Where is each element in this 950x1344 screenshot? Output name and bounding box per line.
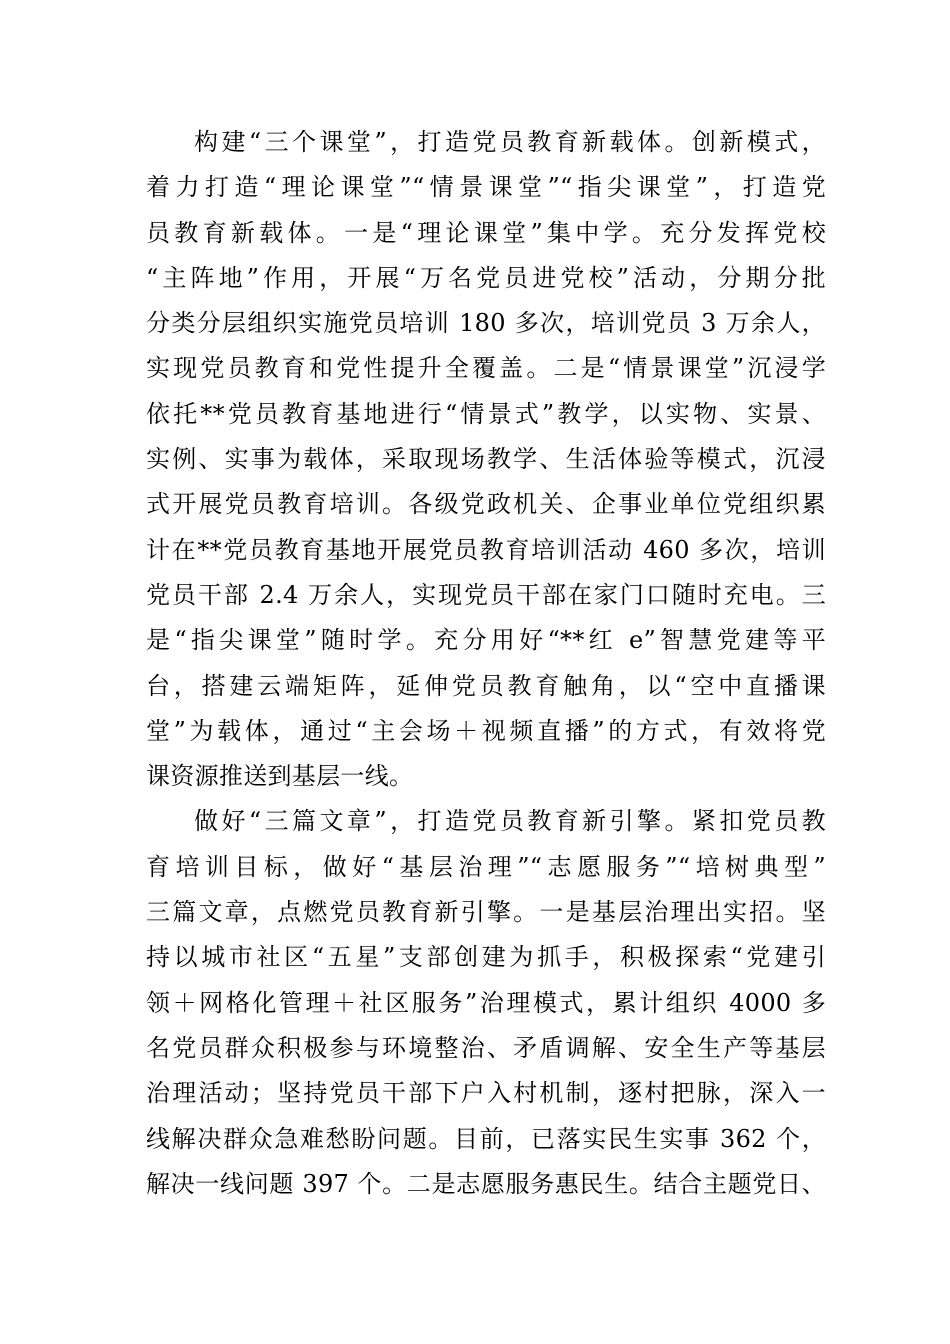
- paragraph-line: 式开展党员教育培训。各级党政机关、企事业单位党组织累: [146, 490, 826, 519]
- document-body: [146, 124, 826, 1211]
- paragraph-line: 构建“三个课堂”，打造党员教育新载体。创新模式，: [194, 128, 826, 156]
- paragraph-line: 名党员群众积极参与环境整治、矛盾调解、安全生产等基层: [146, 1033, 826, 1062]
- paragraph-three-classrooms: [146, 124, 826, 803]
- paragraph-line: 解决一线问题 397 个。二是志愿服务惠民生。结合主题党日、: [146, 1169, 826, 1198]
- paragraph-line: 是“指尖课堂”随时学。充分用好“**红 e”智慧党建等平: [146, 626, 826, 655]
- paragraph-line: 着力打造“理论课堂”“情景课堂”“指尖课堂”，打造党: [146, 173, 826, 202]
- paragraph-line: 党员干部 2.4 万余人，实现党员干部在家门口随时充电。三: [146, 580, 826, 609]
- paragraph-line: 治理活动；坚持党员干部下户入村机制，逐村把脉，深入一: [146, 1079, 826, 1108]
- paragraph-line: 三篇文章，点燃党员教育新引擎。一是基层治理出实招。坚: [146, 898, 826, 927]
- paragraph-line: 持以城市社区“五星”支部创建为抓手，积极探索“党建引: [146, 943, 826, 972]
- paragraph-line: 课资源推送到基层一线。: [146, 762, 414, 791]
- paragraph-line: 线解决群众急难愁盼问题。目前，已落实民生实事 362 个，: [146, 1124, 826, 1153]
- paragraph-three-articles: [146, 803, 826, 1211]
- paragraph-line: 育培训目标，做好“基层治理”“志愿服务”“培树典型”: [146, 852, 826, 881]
- paragraph-line: 分类分层组织实施党员培训 180 多次，培训党员 3 万余人，: [146, 309, 826, 338]
- paragraph-line: 依托**党员教育基地进行“情景式”教学，以实物、实景、: [146, 399, 826, 428]
- paragraph-line: 员教育新载体。一是“理论课堂”集中学。充分发挥党校: [146, 218, 826, 247]
- paragraph-line: 实例、实事为载体，采取现场教学、生活体验等模式，沉浸: [146, 445, 826, 474]
- paragraph-line: 做好“三篇文章”，打造党员教育新引擎。紧扣党员教: [194, 807, 826, 836]
- paragraph-line: 堂”为载体，通过“主会场＋视频直播”的方式，有效将党: [146, 716, 826, 745]
- paragraph-line: “主阵地”作用，开展“万名党员进党校”活动，分期分批: [146, 263, 826, 292]
- paragraph-line: 领＋网格化管理＋社区服务”治理模式，累计组织 4000 多: [146, 988, 826, 1017]
- paragraph-line: 台，搭建云端矩阵，延伸党员教育触角，以“空中直播课: [146, 671, 826, 700]
- paragraph-line: 实现党员教育和党性提升全覆盖。二是“情景课堂”沉浸学: [146, 354, 826, 383]
- paragraph-line: 计在**党员教育基地开展党员教育培训活动 460 多次，培训: [146, 535, 826, 564]
